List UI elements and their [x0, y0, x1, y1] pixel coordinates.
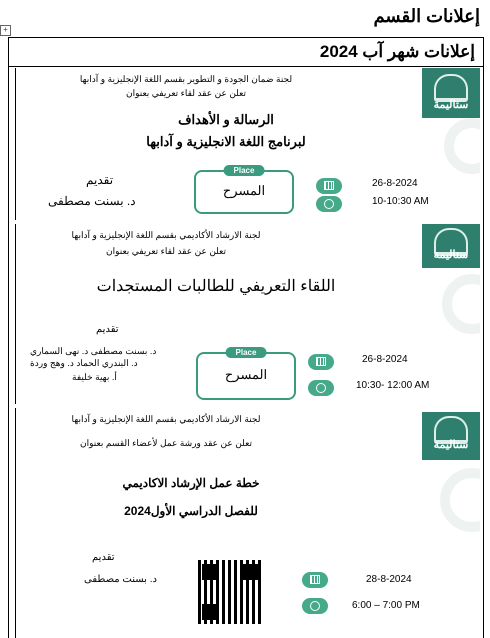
presented-label: تقديم	[92, 552, 115, 563]
presenter-line-2: د. البندري الحماد د. وهج وردة	[30, 358, 138, 368]
event-time: 10-10:30 AM	[372, 196, 429, 207]
college-logo: ستاليمة	[422, 224, 480, 268]
calendar-icon	[308, 354, 334, 370]
presented-label: تقديم	[96, 324, 119, 335]
presenter-name: د. بسنت مصطفى	[48, 194, 136, 208]
month-title: إعلانات شهر آب 2024	[319, 42, 475, 61]
event-date: 26-8-2024	[372, 178, 418, 189]
announce-text: تعلن عن عقد لقاء تعريفي بعنوان	[125, 88, 246, 98]
flyer-title-line2: لبرنامج اللغة الانجليزية و آدابها	[146, 134, 306, 149]
decorative-pattern	[442, 274, 480, 334]
college-logo: ستاليمة	[422, 68, 480, 118]
flyer-orientation	[15, 224, 480, 404]
announce-text: تعلن عن عقد لقاء تعريفي بعنوان	[105, 246, 226, 256]
committee-text: لجنة الارشاد الأكاديمي بقسم اللغة الإنجليزية و آدابها	[71, 230, 261, 240]
announce-text: تعلن عن عقد ورشة عمل لأعضاء القسم بعنوان	[80, 438, 252, 448]
place-value: المسرح	[224, 367, 268, 382]
presenter-line-1: د. بسنت مصطفى د. نهى السماري	[30, 346, 157, 356]
committee-text: لجنة الارشاد الأكاديمي بقسم اللغة الإنجليزية و آدابها	[71, 414, 261, 424]
event-date: 28-8-2024	[366, 574, 412, 585]
place-value: المسرح	[222, 183, 266, 198]
decorative-pattern	[440, 468, 480, 532]
calendar-icon	[302, 572, 328, 588]
clock-icon	[302, 598, 328, 614]
month-header	[9, 38, 483, 67]
clock-icon	[316, 196, 342, 212]
event-time: 6:00 – 7:00 PM	[352, 600, 420, 611]
flyer-title: اللقاء التعريفي للطالبات المستجدات	[96, 278, 336, 295]
place-tag: Place	[226, 347, 267, 358]
college-logo: ستاليمة	[422, 412, 480, 460]
flyer-title-line2: للفصل الدراسي الأول2024	[124, 504, 258, 518]
flyer-title-line1: خطة عمل الإرشاد الاكاديمي	[122, 476, 260, 490]
place-box	[194, 166, 294, 214]
event-date: 26-8-2024	[362, 354, 408, 365]
place-tag: Place	[224, 165, 265, 176]
flyer-advising-workshop	[15, 408, 480, 638]
qr-code[interactable]	[198, 560, 262, 624]
clock-icon	[308, 380, 334, 396]
table-move-handle-icon[interactable]: +	[0, 25, 11, 36]
committee-text: لجنة ضمان الجودة و التطوير بقسم اللغة الإنجليزية و آدابها	[79, 74, 293, 84]
calendar-icon	[316, 178, 342, 194]
presented-label: تقديم	[86, 173, 114, 187]
presenter-line-3: أ. بهية خليفة	[72, 372, 117, 382]
event-time: 10:30- 12:00 AM	[356, 380, 430, 391]
announcements-table	[8, 37, 484, 638]
flyer-title-line1: الرسالة و الأهداف	[178, 112, 274, 127]
decorative-pattern	[444, 118, 480, 174]
presenter-name: د. بسنت مصطفى	[84, 574, 157, 585]
page-title: إعلانات القسم	[373, 6, 480, 26]
flyer-quality-program	[15, 68, 480, 220]
place-box	[196, 348, 296, 400]
